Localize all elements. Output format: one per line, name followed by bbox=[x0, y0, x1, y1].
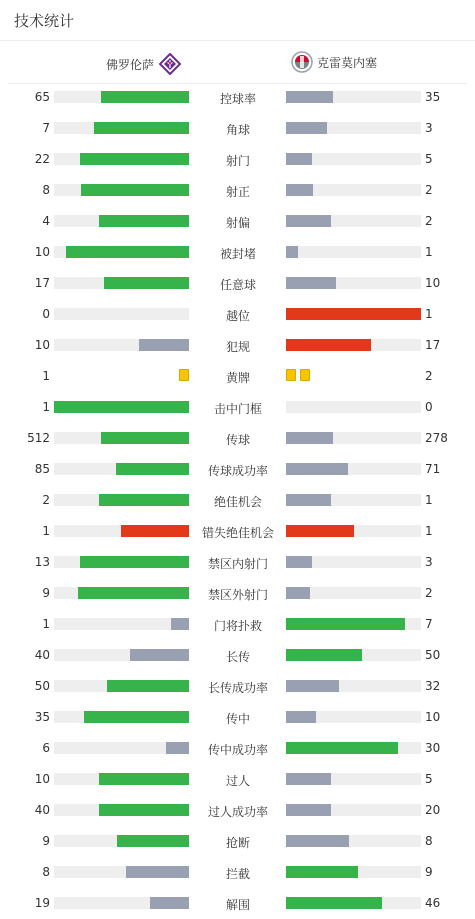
home-bar bbox=[54, 401, 189, 413]
stat-row bbox=[0, 360, 475, 391]
away-bar-track bbox=[286, 339, 421, 351]
yellow-card-icon bbox=[179, 369, 189, 381]
home-bar bbox=[126, 866, 189, 878]
home-bar-track bbox=[54, 897, 189, 909]
stat-label: 射门 bbox=[225, 154, 250, 168]
home-value: 8 bbox=[42, 183, 50, 197]
stat-label: 越位 bbox=[225, 309, 250, 323]
home-bar-track bbox=[54, 308, 189, 320]
home-bar-track bbox=[54, 215, 189, 227]
stat-label: 黄牌 bbox=[225, 371, 250, 385]
home-bar-track bbox=[54, 91, 189, 103]
stat-label: 角球 bbox=[225, 123, 250, 137]
away-bar-track bbox=[286, 308, 421, 320]
home-bar-track bbox=[54, 401, 189, 413]
stat-row bbox=[0, 329, 475, 360]
away-bar bbox=[286, 556, 312, 568]
away-bar-track bbox=[286, 494, 421, 506]
fiorentina-crest-icon bbox=[159, 53, 181, 75]
away-bar-track bbox=[286, 401, 421, 413]
home-value: 1 bbox=[42, 524, 50, 538]
home-bar bbox=[101, 432, 189, 444]
away-bar-track bbox=[286, 649, 421, 661]
stat-label: 传中成功率 bbox=[207, 743, 268, 757]
home-team-name: 佛罗伦萨 bbox=[105, 57, 154, 72]
away-bar-track bbox=[286, 711, 421, 723]
stat-row bbox=[0, 515, 475, 546]
away-bar bbox=[286, 773, 331, 785]
away-bar-track bbox=[286, 432, 421, 444]
stat-label: 拦截 bbox=[225, 867, 250, 881]
stat-row bbox=[0, 856, 475, 887]
away-bar bbox=[286, 339, 371, 351]
stat-row bbox=[0, 298, 475, 329]
stat-label: 控球率 bbox=[219, 92, 256, 106]
cremonese-crest-icon bbox=[291, 51, 313, 73]
stat-row bbox=[0, 670, 475, 701]
stat-row bbox=[0, 236, 475, 267]
away-value: 50 bbox=[425, 648, 441, 662]
home-value: 10 bbox=[34, 245, 50, 259]
away-value: 9 bbox=[425, 865, 433, 879]
home-bar-track bbox=[54, 246, 189, 258]
away-team-name: 克雷莫内塞 bbox=[317, 55, 378, 70]
away-bar-track bbox=[286, 525, 421, 537]
stat-row bbox=[0, 701, 475, 732]
away-bar-track bbox=[286, 91, 421, 103]
away-bar-track bbox=[286, 246, 421, 258]
home-bar-track bbox=[54, 184, 189, 196]
teams-header bbox=[8, 41, 467, 84]
away-bar-track bbox=[286, 866, 421, 878]
home-bar bbox=[117, 835, 189, 847]
away-team[interactable] bbox=[291, 51, 377, 73]
away-bar bbox=[286, 153, 312, 165]
away-bar bbox=[286, 835, 349, 847]
home-bar-track bbox=[54, 153, 189, 165]
away-bar bbox=[286, 525, 354, 537]
away-value: 71 bbox=[425, 462, 441, 476]
stat-label: 抢断 bbox=[225, 836, 250, 850]
away-value: 2 bbox=[425, 586, 433, 600]
home-bar bbox=[80, 556, 189, 568]
page-title: 技术统计 bbox=[14, 12, 75, 30]
away-bar bbox=[286, 804, 331, 816]
stat-row bbox=[0, 112, 475, 143]
home-value: 40 bbox=[34, 648, 50, 662]
home-value: 4 bbox=[42, 214, 50, 228]
yellow-card-icon bbox=[300, 369, 310, 381]
home-bar bbox=[121, 525, 189, 537]
home-bar bbox=[84, 711, 189, 723]
away-bar bbox=[286, 308, 421, 320]
away-value: 32 bbox=[425, 679, 441, 693]
away-bar-track bbox=[286, 742, 421, 754]
home-bar bbox=[116, 463, 189, 475]
home-bar-track bbox=[54, 339, 189, 351]
away-bar bbox=[286, 494, 331, 506]
home-bar bbox=[101, 91, 189, 103]
home-bar-track bbox=[54, 432, 189, 444]
home-value: 8 bbox=[42, 865, 50, 879]
away-bar-track bbox=[286, 122, 421, 134]
away-bar bbox=[286, 277, 336, 289]
home-bar bbox=[81, 184, 189, 196]
home-bar-track bbox=[54, 463, 189, 475]
stat-label: 射偏 bbox=[225, 216, 250, 230]
stat-label: 过人 bbox=[225, 774, 250, 788]
away-bar bbox=[286, 91, 333, 103]
home-bar bbox=[99, 804, 189, 816]
stat-label: 禁区内射门 bbox=[207, 557, 268, 571]
home-bar bbox=[99, 494, 189, 506]
home-value: 7 bbox=[42, 121, 50, 135]
away-bar bbox=[286, 122, 327, 134]
away-value: 35 bbox=[425, 90, 441, 104]
away-value: 3 bbox=[425, 121, 433, 135]
home-value: 10 bbox=[34, 772, 50, 786]
home-bar-track bbox=[54, 618, 189, 630]
away-bar bbox=[286, 432, 333, 444]
away-value: 2 bbox=[425, 369, 433, 383]
stat-row bbox=[0, 453, 475, 484]
home-bar-track bbox=[54, 835, 189, 847]
home-bar-track bbox=[54, 649, 189, 661]
away-bar bbox=[286, 618, 405, 630]
away-value: 10 bbox=[425, 710, 441, 724]
away-bar bbox=[286, 184, 313, 196]
home-bar-track bbox=[54, 711, 189, 723]
stat-row bbox=[0, 484, 475, 515]
home-yellow-cards bbox=[179, 369, 189, 381]
home-value: 85 bbox=[34, 462, 50, 476]
away-value: 7 bbox=[425, 617, 433, 631]
home-bar-track bbox=[54, 680, 189, 692]
away-bar-track bbox=[286, 897, 421, 909]
stat-label: 传球 bbox=[225, 433, 250, 447]
away-bar-track bbox=[286, 835, 421, 847]
home-bar-track bbox=[54, 866, 189, 878]
stat-row bbox=[0, 422, 475, 453]
home-bar bbox=[166, 742, 189, 754]
home-bar bbox=[130, 649, 189, 661]
home-value: 40 bbox=[34, 803, 50, 817]
away-value: 1 bbox=[425, 245, 433, 259]
away-value: 8 bbox=[425, 834, 433, 848]
stat-label: 门将扑救 bbox=[213, 619, 262, 633]
away-bar bbox=[286, 680, 339, 692]
stat-row bbox=[0, 205, 475, 236]
home-team[interactable] bbox=[106, 53, 181, 75]
stat-label: 被封堵 bbox=[219, 247, 256, 261]
stat-row bbox=[0, 732, 475, 763]
stat-row bbox=[0, 143, 475, 174]
away-bar bbox=[286, 463, 348, 475]
away-bar-track bbox=[286, 773, 421, 785]
away-value: 2 bbox=[425, 214, 433, 228]
home-bar-track bbox=[54, 587, 189, 599]
home-bar bbox=[150, 897, 189, 909]
away-bar-track bbox=[286, 153, 421, 165]
home-value: 13 bbox=[34, 555, 50, 569]
home-value: 2 bbox=[42, 493, 50, 507]
home-value: 6 bbox=[42, 741, 50, 755]
home-bar bbox=[99, 215, 189, 227]
stat-label: 击中门框 bbox=[213, 402, 262, 416]
away-bar bbox=[286, 215, 331, 227]
away-bar-track bbox=[286, 277, 421, 289]
home-bar-track bbox=[54, 494, 189, 506]
stat-row bbox=[0, 267, 475, 298]
away-value: 20 bbox=[425, 803, 441, 817]
home-bar bbox=[78, 587, 189, 599]
away-bar bbox=[286, 866, 358, 878]
stat-label: 任意球 bbox=[219, 278, 256, 292]
stat-label: 解围 bbox=[225, 898, 250, 912]
away-bar bbox=[286, 742, 398, 754]
home-value: 9 bbox=[42, 586, 50, 600]
stat-label: 传球成功率 bbox=[207, 464, 268, 478]
away-bar bbox=[286, 711, 316, 723]
stat-row bbox=[0, 608, 475, 639]
home-value: 65 bbox=[34, 90, 50, 104]
stat-label: 绝佳机会 bbox=[213, 495, 262, 509]
home-bar bbox=[94, 122, 189, 134]
stat-label: 过人成功率 bbox=[207, 805, 268, 819]
away-value: 3 bbox=[425, 555, 433, 569]
away-value: 17 bbox=[425, 338, 441, 352]
away-value: 1 bbox=[425, 307, 433, 321]
home-value: 17 bbox=[34, 276, 50, 290]
home-bar bbox=[99, 773, 189, 785]
away-value: 30 bbox=[425, 741, 441, 755]
yellow-card-icon bbox=[286, 369, 296, 381]
home-value: 1 bbox=[42, 369, 50, 383]
away-bar-track bbox=[286, 587, 421, 599]
away-bar-track bbox=[286, 804, 421, 816]
home-value: 512 bbox=[27, 431, 50, 445]
header bbox=[0, 0, 475, 41]
away-bar-track bbox=[286, 680, 421, 692]
stat-row bbox=[0, 887, 475, 918]
home-bar-track bbox=[54, 525, 189, 537]
stat-row bbox=[0, 639, 475, 670]
home-bar-track bbox=[54, 742, 189, 754]
away-value: 5 bbox=[425, 152, 433, 166]
away-value: 10 bbox=[425, 276, 441, 290]
away-bar-track bbox=[286, 184, 421, 196]
away-value: 46 bbox=[425, 896, 441, 910]
stats-list bbox=[0, 81, 475, 918]
home-bar-track bbox=[54, 804, 189, 816]
home-bar-track bbox=[54, 556, 189, 568]
stat-row bbox=[0, 391, 475, 422]
away-bar-track bbox=[286, 556, 421, 568]
away-bar bbox=[286, 649, 362, 661]
home-bar-track bbox=[54, 773, 189, 785]
stat-row bbox=[0, 546, 475, 577]
home-bar bbox=[104, 277, 189, 289]
away-value: 278 bbox=[425, 431, 448, 445]
home-bar bbox=[139, 339, 189, 351]
away-bar-track bbox=[286, 215, 421, 227]
stat-label: 禁区外射门 bbox=[207, 588, 268, 602]
away-value: 1 bbox=[425, 524, 433, 538]
home-bar bbox=[107, 680, 189, 692]
away-bar-track bbox=[286, 463, 421, 475]
away-value: 1 bbox=[425, 493, 433, 507]
away-bar bbox=[286, 897, 382, 909]
home-value: 10 bbox=[34, 338, 50, 352]
home-bar-track bbox=[54, 277, 189, 289]
home-value: 9 bbox=[42, 834, 50, 848]
home-value: 1 bbox=[42, 400, 50, 414]
stat-label: 长传 bbox=[225, 650, 250, 664]
home-bar bbox=[80, 153, 189, 165]
home-value: 22 bbox=[34, 152, 50, 166]
home-bar-track bbox=[54, 122, 189, 134]
home-bar bbox=[66, 246, 189, 258]
away-bar-track bbox=[286, 618, 421, 630]
away-value: 0 bbox=[425, 400, 433, 414]
stat-label: 长传成功率 bbox=[207, 681, 268, 695]
stat-label: 传中 bbox=[225, 712, 250, 726]
stat-label: 射正 bbox=[225, 185, 250, 199]
home-value: 19 bbox=[34, 896, 50, 910]
away-bar bbox=[286, 246, 298, 258]
stat-label: 错失绝佳机会 bbox=[201, 526, 274, 540]
away-value: 2 bbox=[425, 183, 433, 197]
stat-row bbox=[0, 577, 475, 608]
home-value: 50 bbox=[34, 679, 50, 693]
home-value: 0 bbox=[42, 307, 50, 321]
home-bar bbox=[171, 618, 189, 630]
stat-label: 犯规 bbox=[225, 340, 250, 354]
stat-row bbox=[0, 763, 475, 794]
home-value: 1 bbox=[42, 617, 50, 631]
away-value: 5 bbox=[425, 772, 433, 786]
away-bar bbox=[286, 587, 310, 599]
away-yellow-cards bbox=[286, 369, 310, 381]
stat-row bbox=[0, 81, 475, 112]
stat-row bbox=[0, 174, 475, 205]
stat-row bbox=[0, 825, 475, 856]
home-value: 35 bbox=[34, 710, 50, 724]
stat-row bbox=[0, 794, 475, 825]
